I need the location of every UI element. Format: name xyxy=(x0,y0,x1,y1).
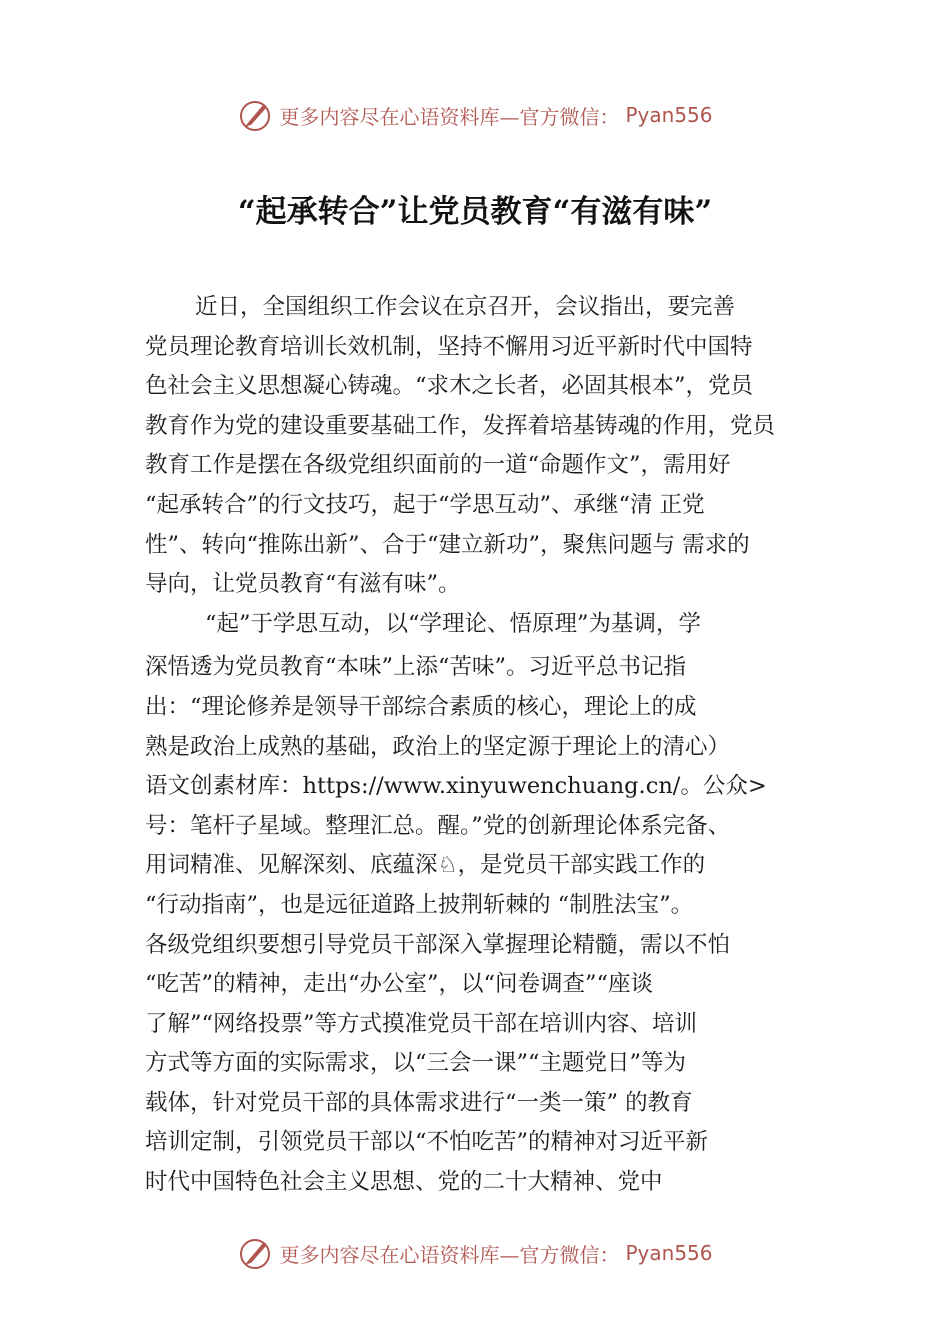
footer-banner xyxy=(0,1233,950,1273)
banner-wechat-id: Pyan556 xyxy=(625,1241,713,1265)
text-line: 熟是政治上成熟的基础，政治上的坚定源于理论上的清心） xyxy=(145,733,731,760)
text-line: “起”于学思互动，以“学理论、悟原理”为基调，学 xyxy=(205,610,702,637)
text-line: 时代中国特色社会主义思想、党的二十大精神、党中 xyxy=(145,1169,663,1196)
banner-text: 更多内容尽在心语资料库—官方微信： xyxy=(279,1242,620,1267)
text-line: 各级党组织要想引导党员干部深入掌握理论精髓，需以不怕 xyxy=(145,931,731,958)
text-line: 深悟透为党员教育“本味”上添“苦味”。习近平总书记指 xyxy=(145,654,687,681)
banner-text: 更多内容尽在心语资料库—官方微信： xyxy=(279,104,620,129)
header-banner xyxy=(0,95,950,135)
text-line: 方式等方面的实际需求，以“三会一课”“主题党日”等为 xyxy=(145,1050,687,1077)
text-line: 近日，全国组织工作会议在京召开，会议指出，要完善 xyxy=(195,294,736,320)
text-line: 色社会主义思想凝心铸魂。“求木之长者，必固其根本”，党员 xyxy=(145,373,754,400)
text-line: “吃苦”的精神，走出“办公室”，以“问卷调查”“座谈 xyxy=(145,971,654,998)
text-line: 党员理论教育培训长效机制，坚持不懈用习近平新时代中国特 xyxy=(145,333,753,360)
text-line: 用词精准、见解深刻、底蕴深♘，是党员干部实践工作的 xyxy=(145,852,706,879)
text-line: 载体，针对党员干部的具体需求进行“一类一策” 的教育 xyxy=(145,1089,693,1116)
text-line: 导向，让党员教育“有滋有味”。 xyxy=(145,571,461,598)
text-line: “起承转合”的行文技巧，起于“学思互动”、承继“清 正党 xyxy=(145,491,705,518)
text-line: 号：笔杆子星域。整理汇总。醒。”党的创新理论体系完备、 xyxy=(145,812,731,839)
text-line: 了解”“网络投票”等方式摸准党员干部在培训内容、培训 xyxy=(145,1010,698,1037)
text-line: 教育工作是摆在各级党组织面前的一道“命题作文”，需用好 xyxy=(145,452,731,479)
text-line: 教育作为党的建设重要基础工作，发挥着培基铸魂的作用，党员 xyxy=(145,412,776,439)
article-body xyxy=(145,288,845,1203)
text-line: 培训定制，引领党员干部以“不怕吃苦”的精神对习近平新 xyxy=(145,1129,709,1156)
text-line: 出：“理论修养是领导干部综合素质的核心，理论上的成 xyxy=(145,693,697,720)
quill-logo-icon xyxy=(237,97,273,133)
text-line: 语文创素材库：https://www.xinyuwenchuang.cn/。公众> xyxy=(145,773,767,800)
quill-logo-icon xyxy=(237,1235,273,1271)
banner-wechat-id: Pyan556 xyxy=(625,103,713,127)
text-line: 性”、转向“推陈出新”、合于“建立新功”，聚焦问题与 需求的 xyxy=(145,531,750,558)
page-title: “起承转合”让党员教育“有滋有味” xyxy=(237,194,713,230)
text-line: “行动指南”，也是远征道路上披荆斩棘的 “制胜法宝”。 xyxy=(145,891,694,918)
